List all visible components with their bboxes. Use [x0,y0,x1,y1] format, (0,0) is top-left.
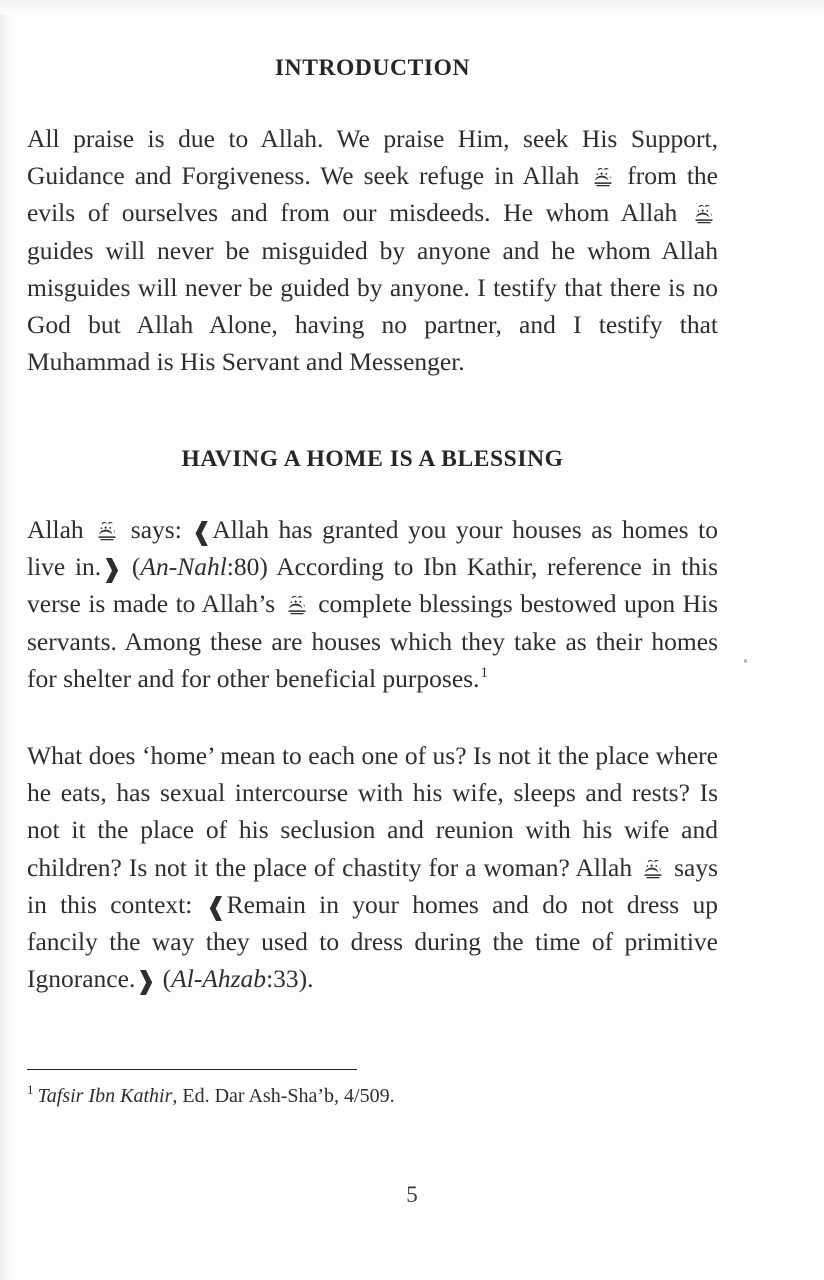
footnote-reference-1[interactable]: 1 [480,665,488,682]
footnote-marker: 1 [27,1082,34,1098]
citation-surah-an-nahl: An-Nahl [140,552,227,582]
paragraph-blessing [27,511,718,697]
jalla-jalaluhu-ornament-icon [286,594,308,615]
jalla-jalaluhu-ornament-icon [592,166,614,187]
quran-quote-close-icon: ❱ [135,966,157,996]
page-number: 5 [406,1182,418,1207]
footnote-source-details: , Ed. Dar Ash-Sha’b, 4/509. [172,1085,395,1107]
paragraph-praise-text-a: All praise is due to Allah. We praise Him, seek His Support, Guidance and Forgiveness. We seek refuge in Allah [27,124,718,191]
citation-surah-al-ahzab: Al-Ahzab [171,964,267,994]
quran-verse-an-nahl: Allah has granted you your houses as homes to live in. [27,515,719,582]
paragraph-blessing-text-c: complete blessings bestowed upon His servants. Among these are houses which they take as their homes for shelter and for other beneficial purposes. [27,589,719,693]
footnote-separator-rule [27,1069,357,1070]
section-heading-having-a-home-is-a-blessing: HAVING A HOME IS A BLESSING [181,446,564,472]
paragraph-meaning-of-home [27,737,718,997]
footnote-1 [27,1083,718,1109]
quran-quote-open-icon: ❰ [191,517,213,546]
quran-quote-close-icon: ❱ [101,554,123,584]
quran-quote-open-icon: ❰ [205,891,227,921]
citation-an-nahl-rest: :80) According to Ibn Kathir, reference in this verse is made to Allah’s [27,552,719,619]
jalla-jalaluhu-ornament-icon [642,858,664,879]
paragraph-home-text-a: What does ‘home’ mean to each one of us? Is not it the place where he eats, has sexual intercourse with his wife, sleeps and rests? Is not it the place of his seclusion and reunion with his wife and children? Is not it the place of chastity for a woman? Allah [27,741,718,882]
paragraph-blessing-text-b: says: [121,515,192,544]
scan-edge-shadow-left [0,0,16,1280]
paragraph-praise [27,120,718,380]
paragraph-praise-text-c: guides will never be misguided by anyone and he whom Allah misguides will never be guided by anyone. I testify that there is no God but Allah Alone, having no partner, and I testify that Muhammad is His Servant and Messenger. [27,235,718,377]
paragraph-home-text-b: says in this context: [27,852,718,919]
introduction-heading-wrapper [27,55,718,82]
scan-edge-shadow-top [0,0,824,14]
section-heading-wrapper [27,446,718,473]
paragraph-praise-text-b: from the evils of ourselves and from our misdeeds. He whom Allah [27,161,718,228]
scan-artifact-speck [744,659,747,663]
citation-al-ahzab-rest: :33). [266,964,314,994]
jalla-jalaluhu-ornament-icon [96,520,118,541]
citation-open-paren: ( [156,964,172,994]
citation-open-paren: ( [122,552,141,582]
quran-verse-al-ahzab: Remain in your homes and do not dress up fancily the way they used to dress during the time of primitive Ignorance. [27,889,718,994]
jalla-jalaluhu-ornament-icon [693,203,715,224]
footnote-source-title: Tafsir Ibn Kathir [37,1085,173,1107]
paragraph-blessing-text-a: Allah [27,515,94,544]
introduction-heading: INTRODUCTION [274,55,471,81]
